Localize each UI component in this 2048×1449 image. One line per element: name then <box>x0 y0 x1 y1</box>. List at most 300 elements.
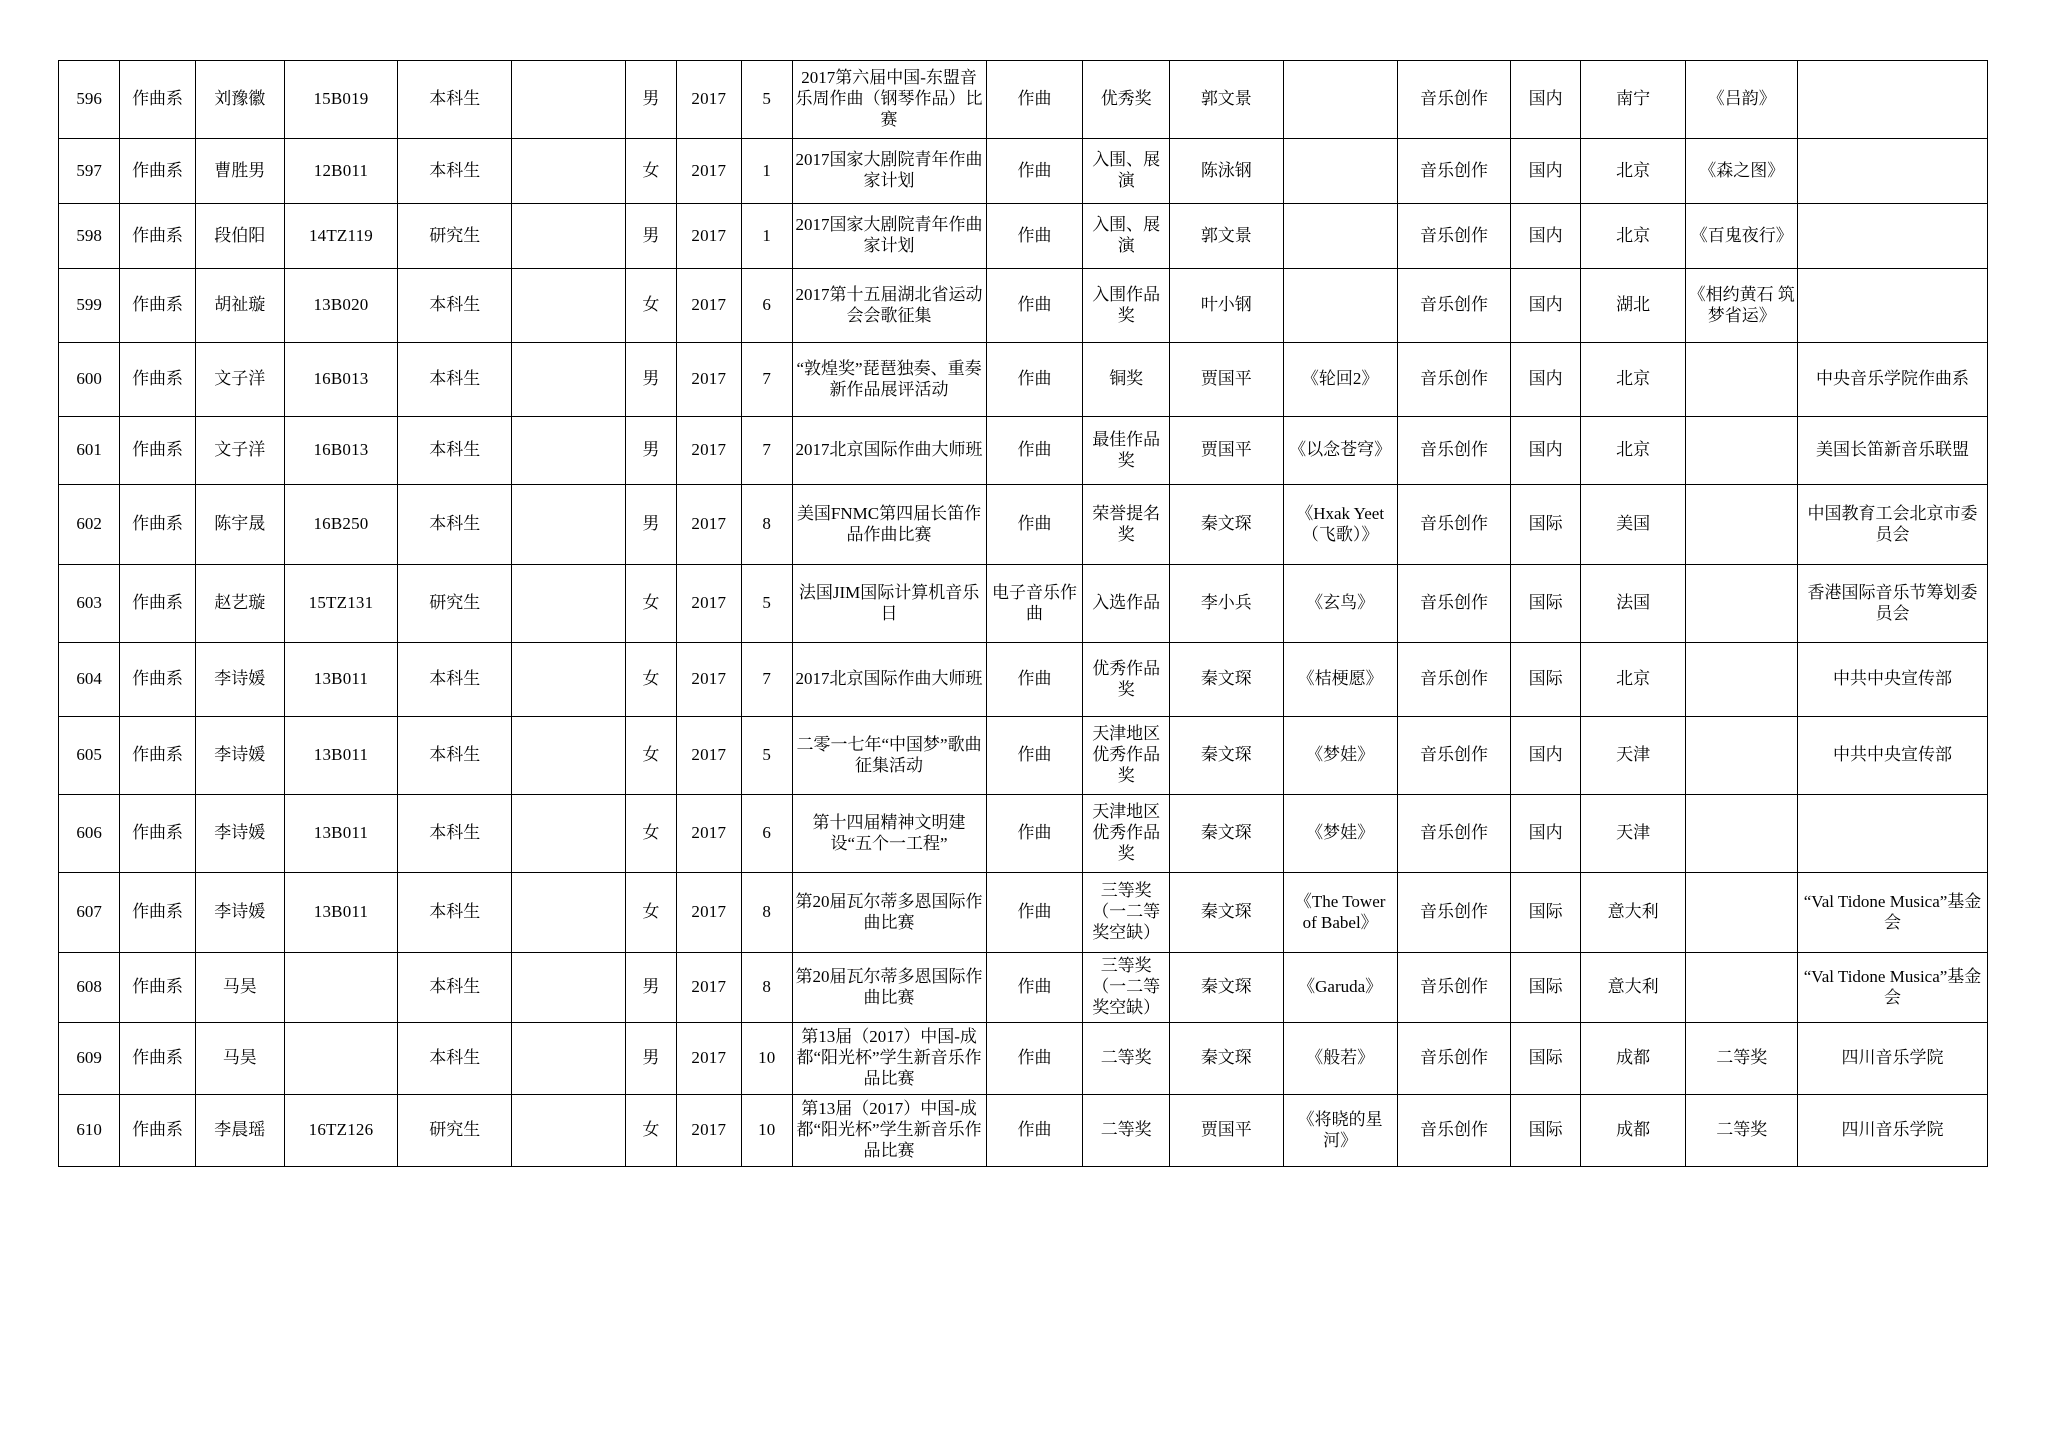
cell-field: 音乐创作 <box>1397 565 1511 643</box>
cell-scope: 国际 <box>1511 565 1581 643</box>
cell-event: 第20届瓦尔蒂多恩国际作曲比赛 <box>792 873 986 953</box>
cell-id: 604 <box>59 643 120 717</box>
cell-event: 第20届瓦尔蒂多恩国际作曲比赛 <box>792 953 986 1023</box>
cell-year: 2017 <box>676 643 741 717</box>
cell-scope: 国内 <box>1511 343 1581 417</box>
cell-prize: 三等奖（一二等奖空缺） <box>1083 953 1169 1023</box>
cell-dept: 作曲系 <box>120 139 196 204</box>
cell-event: 第十四届精神文明建设“五个一工程” <box>792 795 986 873</box>
cell-student-id: 16TZ126 <box>284 1095 398 1167</box>
cell-org: 中共中央宣传部 <box>1798 643 1988 717</box>
cell-event: 2017第十五届湖北省运动会会歌征集 <box>792 269 986 343</box>
cell-dept: 作曲系 <box>120 717 196 795</box>
cell-place: 北京 <box>1580 643 1685 717</box>
cell-title: 《百鬼夜行》 <box>1686 204 1798 269</box>
cell-blank <box>512 343 626 417</box>
cell-month: 1 <box>741 204 792 269</box>
cell-student-id: 13B011 <box>284 643 398 717</box>
cell-month: 6 <box>741 795 792 873</box>
cell-category: 电子音乐作曲 <box>986 565 1083 643</box>
cell-category: 作曲 <box>986 61 1083 139</box>
cell-org: “Val Tidone Musica”基金会 <box>1798 953 1988 1023</box>
cell-teacher: 秦文琛 <box>1169 717 1283 795</box>
cell-id: 603 <box>59 565 120 643</box>
cell-level: 本科生 <box>398 1023 512 1095</box>
cell-level: 本科生 <box>398 643 512 717</box>
cell-name: 马昊 <box>196 1023 285 1095</box>
cell-gender: 女 <box>626 717 677 795</box>
cell-gender: 女 <box>626 269 677 343</box>
cell-year: 2017 <box>676 139 741 204</box>
cell-teacher: 秦文琛 <box>1169 953 1283 1023</box>
cell-prize: 二等奖 <box>1083 1023 1169 1095</box>
cell-dept: 作曲系 <box>120 61 196 139</box>
cell-gender: 男 <box>626 61 677 139</box>
cell-field: 音乐创作 <box>1397 204 1511 269</box>
cell-blank <box>512 139 626 204</box>
cell-scope: 国际 <box>1511 873 1581 953</box>
cell-event: 2017北京国际作曲大师班 <box>792 643 986 717</box>
cell-level: 本科生 <box>398 61 512 139</box>
cell-month: 10 <box>741 1023 792 1095</box>
cell-year: 2017 <box>676 204 741 269</box>
cell-teacher: 郭文景 <box>1169 204 1283 269</box>
cell-name: 胡祉璇 <box>196 269 285 343</box>
cell-prize: 入围、展演 <box>1083 204 1169 269</box>
cell-student-id: 13B011 <box>284 795 398 873</box>
cell-month: 5 <box>741 61 792 139</box>
award-records-table <box>58 60 1988 1167</box>
cell-category: 作曲 <box>986 717 1083 795</box>
cell-name: 文子洋 <box>196 343 285 417</box>
cell-category: 作曲 <box>986 643 1083 717</box>
cell-teacher: 秦文琛 <box>1169 643 1283 717</box>
cell-category: 作曲 <box>986 417 1083 485</box>
cell-field: 音乐创作 <box>1397 1023 1511 1095</box>
cell-category: 作曲 <box>986 204 1083 269</box>
cell-id: 609 <box>59 1023 120 1095</box>
cell-teacher: 叶小钢 <box>1169 269 1283 343</box>
table-body <box>59 61 1988 1167</box>
cell-place: 北京 <box>1580 204 1685 269</box>
cell-event: 二零一七年“中国梦”歌曲征集活动 <box>792 717 986 795</box>
cell-place: 湖北 <box>1580 269 1685 343</box>
cell-scope: 国内 <box>1511 795 1581 873</box>
cell-org: 美国长笛新音乐联盟 <box>1798 417 1988 485</box>
cell-gender: 女 <box>626 565 677 643</box>
cell-dept: 作曲系 <box>120 873 196 953</box>
cell-teacher: 贾国平 <box>1169 343 1283 417</box>
table-row <box>59 269 1988 343</box>
cell-name: 马昊 <box>196 953 285 1023</box>
cell-place: 天津 <box>1580 795 1685 873</box>
cell-place: 成都 <box>1580 1023 1685 1095</box>
cell-place: 法国 <box>1580 565 1685 643</box>
cell-work <box>1283 269 1397 343</box>
cell-blank <box>512 204 626 269</box>
cell-title <box>1686 717 1798 795</box>
cell-prize: 铜奖 <box>1083 343 1169 417</box>
cell-prize: 入围、展演 <box>1083 139 1169 204</box>
cell-prize: 荣誉提名奖 <box>1083 485 1169 565</box>
cell-year: 2017 <box>676 565 741 643</box>
cell-event: “敦煌奖”琵琶独奏、重奏新作品展评活动 <box>792 343 986 417</box>
cell-event: 第13届（2017）中国-成都“阳光杯”学生新音乐作品比赛 <box>792 1095 986 1167</box>
cell-place: 意大利 <box>1580 873 1685 953</box>
cell-category: 作曲 <box>986 1023 1083 1095</box>
cell-field: 音乐创作 <box>1397 485 1511 565</box>
cell-title <box>1686 485 1798 565</box>
cell-level: 研究生 <box>398 204 512 269</box>
cell-work: 《Garuda》 <box>1283 953 1397 1023</box>
cell-category: 作曲 <box>986 795 1083 873</box>
cell-student-id <box>284 1023 398 1095</box>
cell-month: 7 <box>741 417 792 485</box>
cell-gender: 女 <box>626 1095 677 1167</box>
cell-category: 作曲 <box>986 139 1083 204</box>
cell-title: 《吕韵》 <box>1686 61 1798 139</box>
cell-scope: 国际 <box>1511 953 1581 1023</box>
cell-id: 610 <box>59 1095 120 1167</box>
cell-category: 作曲 <box>986 953 1083 1023</box>
cell-org: 四川音乐学院 <box>1798 1095 1988 1167</box>
cell-gender: 女 <box>626 643 677 717</box>
cell-month: 8 <box>741 953 792 1023</box>
cell-field: 音乐创作 <box>1397 643 1511 717</box>
cell-event: 法国JIM国际计算机音乐日 <box>792 565 986 643</box>
cell-year: 2017 <box>676 485 741 565</box>
cell-id: 605 <box>59 717 120 795</box>
cell-event: 2017国家大剧院青年作曲家计划 <box>792 204 986 269</box>
cell-event: 美国FNMC第四届长笛作品作曲比赛 <box>792 485 986 565</box>
cell-work: 《将晓的星河》 <box>1283 1095 1397 1167</box>
cell-blank <box>512 873 626 953</box>
cell-name: 李诗媛 <box>196 717 285 795</box>
cell-dept: 作曲系 <box>120 204 196 269</box>
cell-year: 2017 <box>676 953 741 1023</box>
table-row <box>59 61 1988 139</box>
cell-blank <box>512 269 626 343</box>
cell-field: 音乐创作 <box>1397 1095 1511 1167</box>
cell-id: 607 <box>59 873 120 953</box>
cell-field: 音乐创作 <box>1397 139 1511 204</box>
cell-prize: 二等奖 <box>1083 1095 1169 1167</box>
cell-gender: 男 <box>626 417 677 485</box>
cell-place: 成都 <box>1580 1095 1685 1167</box>
cell-student-id: 12B011 <box>284 139 398 204</box>
cell-level: 本科生 <box>398 269 512 343</box>
cell-field: 音乐创作 <box>1397 343 1511 417</box>
cell-work: 《梦娃》 <box>1283 795 1397 873</box>
cell-work: 《以念苍穹》 <box>1283 417 1397 485</box>
cell-teacher: 贾国平 <box>1169 417 1283 485</box>
cell-dept: 作曲系 <box>120 953 196 1023</box>
cell-gender: 男 <box>626 204 677 269</box>
cell-name: 李诗媛 <box>196 795 285 873</box>
cell-dept: 作曲系 <box>120 343 196 417</box>
cell-level: 本科生 <box>398 485 512 565</box>
cell-year: 2017 <box>676 417 741 485</box>
cell-gender: 女 <box>626 795 677 873</box>
cell-id: 608 <box>59 953 120 1023</box>
cell-blank <box>512 417 626 485</box>
cell-org <box>1798 269 1988 343</box>
cell-place: 南宁 <box>1580 61 1685 139</box>
cell-name: 李诗媛 <box>196 873 285 953</box>
cell-scope: 国内 <box>1511 417 1581 485</box>
cell-student-id: 14TZ119 <box>284 204 398 269</box>
cell-title <box>1686 565 1798 643</box>
cell-student-id: 13B011 <box>284 873 398 953</box>
cell-prize: 入选作品 <box>1083 565 1169 643</box>
cell-student-id: 13B011 <box>284 717 398 795</box>
cell-blank <box>512 1095 626 1167</box>
cell-teacher: 陈泳钢 <box>1169 139 1283 204</box>
cell-field: 音乐创作 <box>1397 873 1511 953</box>
cell-field: 音乐创作 <box>1397 61 1511 139</box>
cell-month: 10 <box>741 1095 792 1167</box>
cell-name: 赵艺璇 <box>196 565 285 643</box>
cell-blank <box>512 717 626 795</box>
table-row <box>59 417 1988 485</box>
cell-work <box>1283 61 1397 139</box>
cell-level: 本科生 <box>398 953 512 1023</box>
cell-title: 二等奖 <box>1686 1023 1798 1095</box>
cell-prize: 优秀作品奖 <box>1083 643 1169 717</box>
cell-category: 作曲 <box>986 1095 1083 1167</box>
cell-org: 中共中央宣传部 <box>1798 717 1988 795</box>
cell-org: 四川音乐学院 <box>1798 1023 1988 1095</box>
cell-dept: 作曲系 <box>120 417 196 485</box>
cell-work: 《般若》 <box>1283 1023 1397 1095</box>
cell-year: 2017 <box>676 61 741 139</box>
cell-place: 北京 <box>1580 139 1685 204</box>
cell-student-id: 16B013 <box>284 343 398 417</box>
cell-work: 《梦娃》 <box>1283 717 1397 795</box>
cell-category: 作曲 <box>986 269 1083 343</box>
cell-id: 598 <box>59 204 120 269</box>
cell-id: 600 <box>59 343 120 417</box>
cell-org <box>1798 139 1988 204</box>
cell-field: 音乐创作 <box>1397 717 1511 795</box>
cell-student-id: 16B250 <box>284 485 398 565</box>
cell-gender: 男 <box>626 343 677 417</box>
cell-event: 第13届（2017）中国-成都“阳光杯”学生新音乐作品比赛 <box>792 1023 986 1095</box>
cell-blank <box>512 485 626 565</box>
cell-student-id: 16B013 <box>284 417 398 485</box>
cell-org: 香港国际音乐节筹划委员会 <box>1798 565 1988 643</box>
cell-scope: 国内 <box>1511 269 1581 343</box>
cell-name: 刘豫徽 <box>196 61 285 139</box>
cell-prize: 三等奖（一二等奖空缺） <box>1083 873 1169 953</box>
cell-teacher: 贾国平 <box>1169 1095 1283 1167</box>
cell-student-id: 15B019 <box>284 61 398 139</box>
cell-name: 曹胜男 <box>196 139 285 204</box>
cell-place: 天津 <box>1580 717 1685 795</box>
cell-work <box>1283 204 1397 269</box>
cell-dept: 作曲系 <box>120 269 196 343</box>
cell-scope: 国际 <box>1511 643 1581 717</box>
cell-year: 2017 <box>676 343 741 417</box>
table-row <box>59 485 1988 565</box>
cell-month: 5 <box>741 565 792 643</box>
cell-level: 本科生 <box>398 795 512 873</box>
cell-name: 段伯阳 <box>196 204 285 269</box>
cell-title <box>1686 343 1798 417</box>
cell-name: 李诗媛 <box>196 643 285 717</box>
cell-scope: 国内 <box>1511 204 1581 269</box>
cell-scope: 国内 <box>1511 61 1581 139</box>
cell-gender: 女 <box>626 873 677 953</box>
cell-field: 音乐创作 <box>1397 269 1511 343</box>
cell-month: 7 <box>741 343 792 417</box>
table-row <box>59 565 1988 643</box>
cell-dept: 作曲系 <box>120 485 196 565</box>
cell-org <box>1798 204 1988 269</box>
cell-place: 美国 <box>1580 485 1685 565</box>
cell-month: 7 <box>741 643 792 717</box>
cell-work: 《轮回2》 <box>1283 343 1397 417</box>
cell-student-id: 13B020 <box>284 269 398 343</box>
cell-scope: 国内 <box>1511 717 1581 795</box>
cell-id: 599 <box>59 269 120 343</box>
cell-gender: 男 <box>626 485 677 565</box>
cell-field: 音乐创作 <box>1397 795 1511 873</box>
cell-scope: 国际 <box>1511 1095 1581 1167</box>
cell-id: 602 <box>59 485 120 565</box>
cell-month: 8 <box>741 485 792 565</box>
cell-student-id: 15TZ131 <box>284 565 398 643</box>
cell-blank <box>512 953 626 1023</box>
table-row <box>59 1023 1988 1095</box>
cell-org <box>1798 795 1988 873</box>
cell-level: 本科生 <box>398 873 512 953</box>
cell-teacher: 李小兵 <box>1169 565 1283 643</box>
table-row <box>59 1095 1988 1167</box>
cell-title: 二等奖 <box>1686 1095 1798 1167</box>
cell-blank <box>512 565 626 643</box>
cell-blank <box>512 1023 626 1095</box>
cell-prize: 天津地区优秀作品奖 <box>1083 795 1169 873</box>
table-row <box>59 795 1988 873</box>
cell-teacher: 郭文景 <box>1169 61 1283 139</box>
cell-field: 音乐创作 <box>1397 417 1511 485</box>
cell-dept: 作曲系 <box>120 1023 196 1095</box>
cell-place: 北京 <box>1580 417 1685 485</box>
table-row <box>59 343 1988 417</box>
table-row <box>59 204 1988 269</box>
cell-event: 2017国家大剧院青年作曲家计划 <box>792 139 986 204</box>
table-row <box>59 139 1988 204</box>
cell-title: 《森之图》 <box>1686 139 1798 204</box>
cell-teacher: 秦文琛 <box>1169 1023 1283 1095</box>
cell-org <box>1798 61 1988 139</box>
cell-title <box>1686 795 1798 873</box>
cell-work <box>1283 139 1397 204</box>
cell-teacher: 秦文琛 <box>1169 795 1283 873</box>
cell-scope: 国内 <box>1511 139 1581 204</box>
table-row <box>59 953 1988 1023</box>
cell-level: 研究生 <box>398 565 512 643</box>
cell-student-id <box>284 953 398 1023</box>
cell-work: 《玄鸟》 <box>1283 565 1397 643</box>
cell-org: 中国教育工会北京市委员会 <box>1798 485 1988 565</box>
cell-dept: 作曲系 <box>120 795 196 873</box>
cell-month: 1 <box>741 139 792 204</box>
cell-work: 《The Tower of Babel》 <box>1283 873 1397 953</box>
cell-category: 作曲 <box>986 485 1083 565</box>
cell-org: “Val Tidone Musica”基金会 <box>1798 873 1988 953</box>
cell-prize: 天津地区优秀作品奖 <box>1083 717 1169 795</box>
cell-field: 音乐创作 <box>1397 953 1511 1023</box>
cell-title <box>1686 643 1798 717</box>
cell-dept: 作曲系 <box>120 565 196 643</box>
cell-level: 本科生 <box>398 417 512 485</box>
cell-blank <box>512 795 626 873</box>
cell-dept: 作曲系 <box>120 643 196 717</box>
table-row <box>59 643 1988 717</box>
cell-level: 本科生 <box>398 139 512 204</box>
cell-teacher: 秦文琛 <box>1169 873 1283 953</box>
cell-year: 2017 <box>676 1023 741 1095</box>
cell-blank <box>512 643 626 717</box>
cell-id: 596 <box>59 61 120 139</box>
cell-year: 2017 <box>676 795 741 873</box>
cell-id: 601 <box>59 417 120 485</box>
cell-prize: 入围作品奖 <box>1083 269 1169 343</box>
cell-prize: 最佳作品奖 <box>1083 417 1169 485</box>
cell-dept: 作曲系 <box>120 1095 196 1167</box>
cell-title: 《相约黄石 筑梦省运》 <box>1686 269 1798 343</box>
cell-year: 2017 <box>676 269 741 343</box>
cell-place: 意大利 <box>1580 953 1685 1023</box>
cell-year: 2017 <box>676 717 741 795</box>
cell-month: 6 <box>741 269 792 343</box>
cell-level: 本科生 <box>398 343 512 417</box>
cell-month: 8 <box>741 873 792 953</box>
cell-title <box>1686 417 1798 485</box>
cell-level: 本科生 <box>398 717 512 795</box>
cell-category: 作曲 <box>986 343 1083 417</box>
cell-title <box>1686 953 1798 1023</box>
cell-work: 《Hxak Yeet（飞歌）》 <box>1283 485 1397 565</box>
cell-work: 《桔梗愿》 <box>1283 643 1397 717</box>
cell-year: 2017 <box>676 1095 741 1167</box>
cell-event: 2017第六届中国-东盟音乐周作曲（钢琴作品）比赛 <box>792 61 986 139</box>
cell-name: 文子洋 <box>196 417 285 485</box>
table-row <box>59 717 1988 795</box>
cell-scope: 国际 <box>1511 485 1581 565</box>
cell-id: 597 <box>59 139 120 204</box>
cell-id: 606 <box>59 795 120 873</box>
cell-gender: 男 <box>626 1023 677 1095</box>
cell-level: 研究生 <box>398 1095 512 1167</box>
cell-category: 作曲 <box>986 873 1083 953</box>
cell-scope: 国际 <box>1511 1023 1581 1095</box>
cell-title <box>1686 873 1798 953</box>
cell-prize: 优秀奖 <box>1083 61 1169 139</box>
table-row <box>59 873 1988 953</box>
cell-year: 2017 <box>676 873 741 953</box>
cell-name: 李晨瑶 <box>196 1095 285 1167</box>
cell-place: 北京 <box>1580 343 1685 417</box>
cell-teacher: 秦文琛 <box>1169 485 1283 565</box>
cell-name: 陈宇晟 <box>196 485 285 565</box>
cell-gender: 女 <box>626 139 677 204</box>
cell-blank <box>512 61 626 139</box>
cell-month: 5 <box>741 717 792 795</box>
cell-org: 中央音乐学院作曲系 <box>1798 343 1988 417</box>
